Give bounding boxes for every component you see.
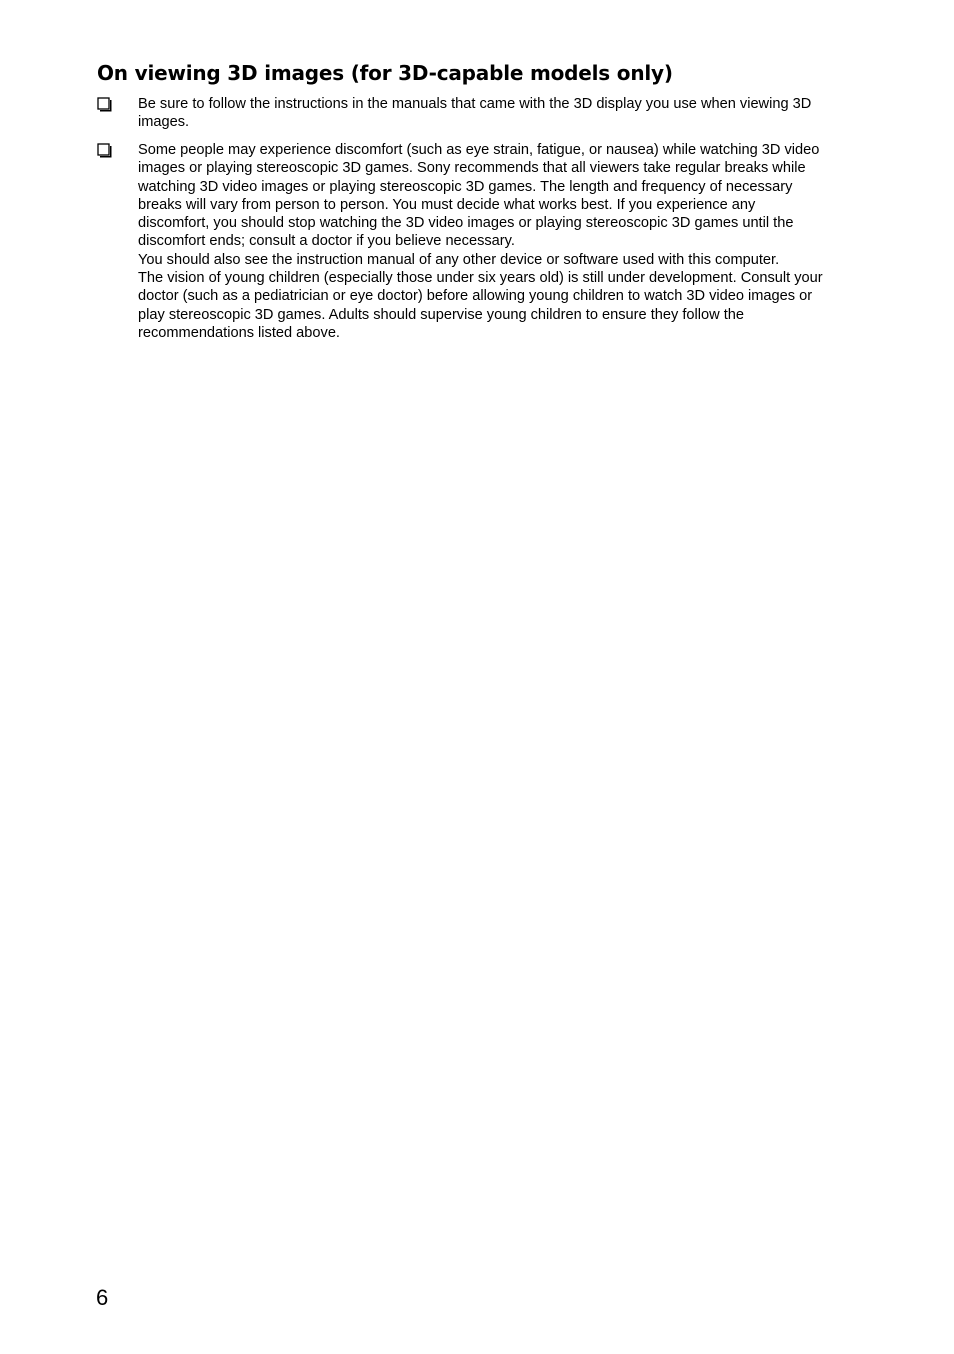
section-title: On viewing 3D images (for 3D-capable models only) <box>97 61 673 85</box>
paragraph: Be sure to follow the instructions in the manuals that came with the 3D display you use when viewing 3D images. <box>138 96 812 131</box>
item-text <box>138 95 830 132</box>
item-text <box>138 141 830 342</box>
paragraph: The vision of young children (especially those under six years old) is still under development. Consult your doctor (such as a pediatrician or eye doctor) before allowing young children to watch 3D video images or play stereoscopic 3D games. Adults should supervise young children to ensure they follow the recommendations listed above. <box>138 270 823 341</box>
paragraph: Some people may experience discomfort (such as eye strain, fatigue, or nausea) while watching 3D video images or playing stereoscopic 3D games. Sony recommends that all viewers take regular breaks while watching 3D video images or playing stereoscopic 3D games. The length and frequency of necessary breaks will vary from person to person. You must decide what works best. If you experience any discomfort, you should stop watching the 3D video images or playing stereoscopic 3D games until the discomfort ends; consult a doctor if you believe necessary. <box>138 142 820 250</box>
paragraph: You should also see the instruction manual of any other device or software used with this computer. <box>138 251 780 268</box>
checkbox-bullet-icon <box>97 97 113 113</box>
page-number: 6 <box>96 1285 109 1310</box>
checkbox-bullet-icon <box>97 143 113 159</box>
